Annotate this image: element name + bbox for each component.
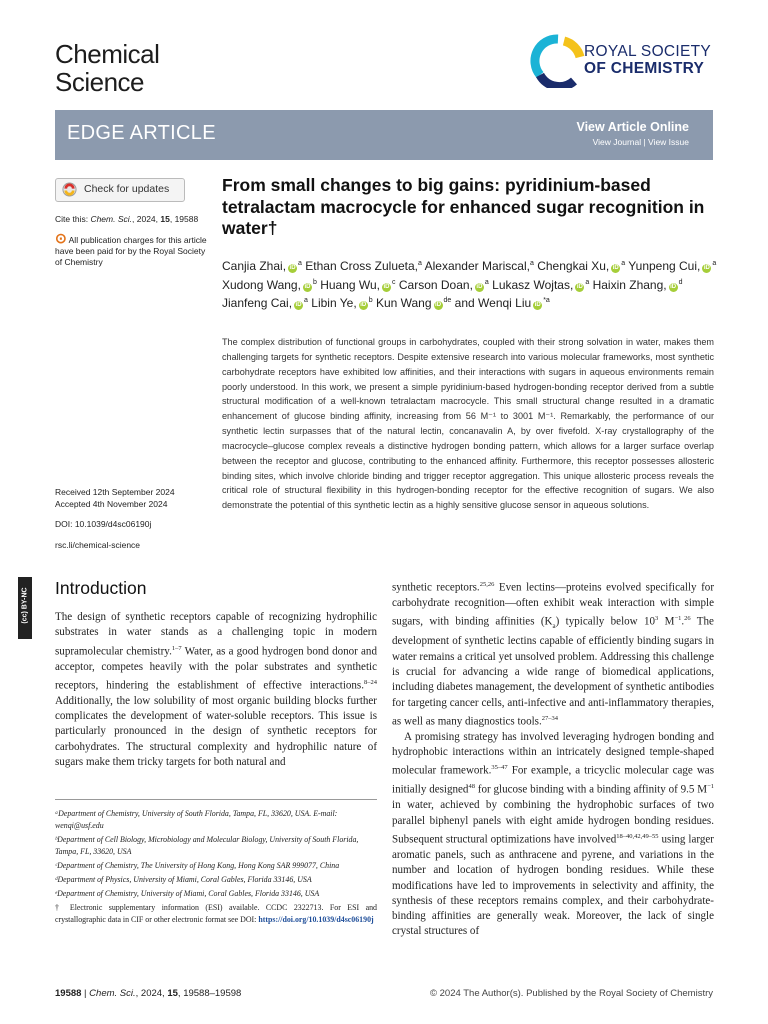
author[interactable]: Yunpeng Cui, $iD^a$ — [628, 259, 717, 273]
accepted-date: Accepted 4th November 2024 — [55, 499, 168, 509]
orcid-icon[interactable]: iD — [360, 302, 367, 308]
orcid-icon[interactable]: iD — [289, 265, 296, 271]
journal-title-line2: Science — [55, 67, 144, 97]
view-article-online-link[interactable]: View Article Online — [576, 120, 689, 134]
author-list — [222, 256, 722, 312]
paragraph: The design of synthetic receptors capable of recognizing hydrophilic substrates in water stands as a challenging topic in modern supramolecular chemistry.$^{1-7}$ Water, as a good hydrogen bond donor and acceptor, competes heavily with the polar substrates and synthetic receptors, hindering the establishment of effective interactions.$^{8-24}$ Additionally, the low solubility of most organic building blocks further complicates the development of water-soluble receptors. This issue is particularly pronounced in the design of synthetic receptors for carbohydrates. The structural complexity and hydrophilic nature of sugars make them tricky targets for both natural and — [55, 611, 377, 769]
reference-link[interactable]: 48 — [468, 783, 475, 791]
check-updates-icon — [62, 182, 77, 197]
page-number: 19588 — [55, 988, 82, 999]
cite-journal: Chem. Sci. — [90, 214, 133, 224]
body-column-left — [55, 610, 377, 770]
abstract: The complex distribution of functional groups in carbohydrates, coupled with their strong solvation in water, makes them challenging targets for synthetic receptors. Despite extensive research into various molecular frameworks, most synthetic carbohydrate receptors have exhibited low affinities, and their interactions with sugars in aqueous environments remain poorly understood. In this work, we present a simple pyridinium-based hydrogen-bonding receptor derived from a subtle structural modification of a well-known tetralactam macrocycle. This small structural change resulted in a dramatic enhancement of glucose binding affinity, increasing from 56 M⁻¹ to 3001 M⁻¹. Remarkably, the performance of our synthetic lectin surpasses that of the natural lectin, concanavalin A, by over fivefold. X-ray crystallography of the macrocycle–glucose complex reveals a distinctive hydrogen bonding pattern, which allows for a larger surface overlap between the receptor and glucose, contributing to the enhanced affinity. Furthermore, this receptor possesses allosteric binding sites, which involve chloride binding and trigger receptor aggregation. This unique allosteric process reveals the critical role of structural flexibility in this hydrogen-bonding receptor for the effective recognition of sugars. We also demonstrate the potential of this synthetic lectin as a highly sensitive glucose sensor in aqueous solutions. — [222, 337, 714, 511]
author[interactable]: Chengkai Xu, $iD^a$ — [537, 259, 626, 273]
check-for-updates-label: Check for updates — [84, 183, 170, 195]
page-footer-citation: 19588 | Chem. Sci., 2024, 15, 19588–19598 — [55, 988, 242, 999]
authors-and: and — [454, 296, 475, 310]
author[interactable]: Alexander Mariscal,$^a$ — [424, 259, 534, 273]
footnote-affiliation-b: ᵇDepartment of Cell Biology, Microbiology and Molecular Biology, University of South Florida, Tampa, FL, 33620, USA — [55, 835, 359, 856]
open-access-icon: ⊙ — [55, 230, 67, 246]
body-column-right — [392, 577, 714, 940]
orcid-icon[interactable]: iD — [576, 283, 583, 290]
open-access-note — [55, 230, 215, 268]
footnote-affiliation-e: ᵉDepartment of Chemistry, University of Miami, Coral Gables, Florida 33146, USA — [55, 889, 320, 898]
received-date: Received 12th September 2024 — [55, 487, 175, 497]
author[interactable]: Huang Wu, $iD^c$ — [320, 277, 396, 292]
footnote-affiliation-c: ᶜDepartment of Chemistry, The University of Hong Kong, Hong Kong SAR 999077, China — [55, 861, 340, 870]
copyright: © 2024 The Author(s). Published by the Royal Society of Chemistry — [430, 988, 713, 999]
license-label: (cc) BY-NC — [21, 587, 29, 624]
author[interactable]: Haixin Zhang, $iD^d$ — [592, 277, 683, 292]
publisher-name — [584, 43, 711, 77]
author[interactable]: Libin Ye, $iD^b$ — [311, 296, 373, 310]
reference-link[interactable]: 8–24 — [364, 678, 377, 686]
author[interactable]: Canjia Zhai, $iD^a$ — [222, 259, 302, 273]
orcid-icon[interactable]: iD — [703, 265, 710, 271]
citation — [55, 214, 198, 225]
orcid-icon[interactable]: iD — [383, 283, 390, 290]
open-access-text2: have been paid for by the Royal Society — [55, 246, 206, 256]
reference-link[interactable]: 18–40,42,49–55 — [616, 833, 659, 841]
reference-link[interactable]: 27–34 — [541, 714, 558, 722]
author[interactable]: Wenqi Liu $iD^{*a}$ — [478, 296, 550, 310]
open-access-text3: of Chemistry — [55, 257, 103, 267]
paragraph: synthetic receptors.$^{25,26}$ Even lectins—proteins evolved specifically for carbohydrate recognition—often exhibit weak interaction with simple sugars, with binding affinities $(K_a)$ typically below $10^3$ $M^{-1}.^{26}$ The development of synthetic lectins capable of efficiently binding sugars in water remains a critical yet unsolved problem. Addressing this challenge is crucial for advancing a wide range of biomedical applications, including diabetes management, the development of synthetic antibodies for targeting cancer cells, anti-infective and anti-inflammatory therapies, as well as many diagnostics tools.$^{27-34}$ — [392, 581, 715, 728]
journal-title — [55, 40, 159, 96]
footnote-affiliation-a: ᵃDepartment of Chemistry, University of South Florida, Tampa, FL, 33620, USA. E-mail: wenqi@usf.edu — [55, 809, 338, 830]
view-journal-issue-links[interactable]: View Journal | View Issue — [592, 137, 689, 147]
cc-license-icon[interactable] — [18, 577, 32, 639]
journal-link[interactable]: rsc.li/chemical-science — [55, 540, 141, 550]
footnotes — [55, 808, 377, 928]
footnote-affiliation-d: ᵈDepartment of Physics, University of Miami, Coral Gables, Florida 33146, USA — [55, 875, 312, 884]
author[interactable]: Jianfeng Cai, $iD^a$ — [222, 296, 308, 310]
orcid-icon[interactable]: iD — [534, 302, 541, 308]
article-type-banner — [55, 110, 713, 160]
author[interactable]: Kun Wang $iD^{de}$ — [375, 296, 452, 310]
author[interactable]: Carson Doan, $iD^a$ — [398, 277, 489, 292]
reference-link[interactable]: 25,26 — [479, 581, 495, 588]
cite-volume: 15 — [160, 214, 170, 224]
check-for-updates-button[interactable] — [55, 178, 185, 202]
orcid-icon[interactable]: iD — [476, 283, 483, 290]
article-type: EDGE ARTICLE — [67, 122, 216, 144]
cite-prefix: Cite this: — [55, 214, 91, 224]
publisher-line2: OF CHEMISTRY — [584, 60, 705, 77]
reference-link[interactable]: 35–47 — [491, 764, 508, 772]
orcid-icon[interactable]: iD — [612, 265, 619, 271]
reference-link[interactable]: 26 — [684, 615, 691, 623]
reference-link[interactable]: 1–7 — [171, 644, 182, 652]
article-title: From small changes to big gains: pyridinium-based tetralactam macrocycle for enhanced sugar recognition in water† — [222, 175, 705, 238]
author[interactable]: Ethan Cross Zulueta,$^a$ — [305, 259, 422, 273]
orcid-icon[interactable]: iD — [295, 302, 302, 308]
orcid-icon[interactable]: iD — [435, 302, 442, 308]
author[interactable]: Xudong Wang, $iD^b$ — [222, 277, 317, 292]
cite-year: , 2024, — [132, 214, 161, 224]
orcid-icon[interactable]: iD — [304, 283, 311, 290]
footnote-esi: † Electronic supplementary information (ESI) available. CCDC 2322713. For ESI and crystallographic data in CIF or other electronic format see DOI: https://doi.org/10.1039/d4sc06190j — [55, 903, 377, 924]
orcid-icon[interactable]: iD — [670, 283, 677, 290]
paragraph: A promising strategy has involved leveraging hydrogen bonding and hydrophobic interactions within an intricately designed temple-shaped molecular framework.$^{35-47}$ For example, a tricyclic molecular cage was initially designed$^{48}$ for glucose binding with a binding affinity of 9.5 $M^{-1}$ in water, achieved by combining the hydrophobic surfaces of two parallel biphenyl panels with eight amide hydrogen bonding residues. Subsequent structural optimizations have involved$^{18-40,42,49-55}$ using larger aromatic panels, such as anthracene and pyrene, and variations in the number and location of hydrogen bonding residues. While these modifications have led to improvements in selectivity and affinity, the synthesis of these receptors remains complex, and their carbohydrate-binding affinities are generally weak. Moreover, the lack of single crystal structures of — [392, 730, 715, 938]
section-heading: Introduction — [55, 578, 147, 598]
footnote-divider — [55, 799, 377, 800]
doi[interactable]: DOI: 10.1039/d4sc06190j — [55, 519, 152, 529]
cite-page: , 19588 — [169, 214, 199, 224]
publisher-line1: ROYAL SOCIETY — [584, 43, 712, 60]
journal-title-line1: Chemical — [55, 39, 160, 69]
author[interactable]: Lukasz Wojtas, $iD^a$ — [492, 277, 590, 292]
esi-doi-link[interactable]: https://doi.org/10.1039/d4sc06190j — [258, 915, 374, 924]
open-access-text1: All publication charges for this article — [68, 235, 207, 245]
